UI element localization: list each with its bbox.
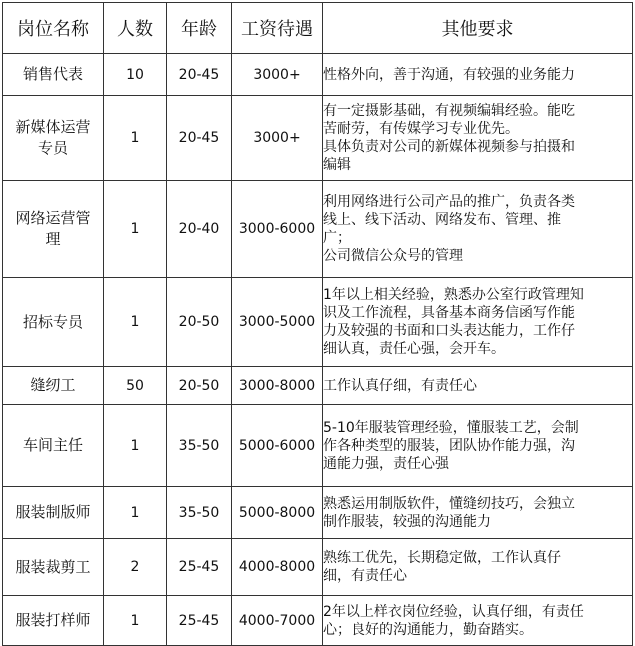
position-line: 服装制版师 [15, 503, 91, 521]
requirements-line: 5-10年服装管理经验，懂服装工艺，会制 [323, 419, 579, 436]
count-cell: 10 [104, 54, 167, 96]
position-line: 车间主任 [22, 436, 83, 454]
count-cell: 1 [104, 405, 167, 487]
requirements-cell [323, 539, 633, 596]
requirements-line: 通能力强，责任心强 [323, 455, 449, 472]
position-line: 新媒体运营 [15, 118, 91, 136]
table-row [3, 54, 633, 96]
position-cell [3, 539, 104, 596]
requirements-cell [323, 96, 633, 181]
age-cell: 25-45 [167, 596, 232, 646]
table-row [3, 278, 633, 367]
salary-cell: 4000-8000 [232, 539, 323, 596]
requirements-line: 编辑 [323, 157, 351, 173]
requirements-line: 1年以上相关经验，熟悉办公室行政管理知 [323, 287, 584, 303]
position-line: 专员 [37, 139, 68, 157]
requirements-cell [323, 487, 633, 539]
requirements-line: 制作服装，较强的沟通能力 [323, 513, 491, 530]
header-salary: 工资待遇 [232, 3, 323, 54]
age-cell: 20-40 [167, 181, 232, 278]
age-cell: 25-45 [167, 539, 232, 596]
requirements-line: 细认真，责任心强，会开车。 [323, 341, 505, 357]
position-cell [3, 487, 104, 539]
requirements-line: 熟悉运用制版软件，懂缝纫技巧，会独立 [323, 495, 575, 512]
header-count: 人数 [104, 3, 167, 54]
age-cell: 20-45 [167, 54, 232, 96]
salary-cell: 5000-8000 [232, 487, 323, 539]
header-age: 年龄 [167, 3, 232, 54]
table-row [3, 181, 633, 278]
requirements-line: 心；良好的沟通能力，勤奋踏实。 [323, 621, 533, 638]
requirements-cell [323, 367, 633, 405]
position-line: 销售代表 [22, 65, 83, 83]
requirements-line: 广； [323, 230, 351, 246]
requirements-line: 有一定摄影基础，有视频编辑经验。能吃 [323, 103, 575, 119]
requirements-cell [323, 181, 633, 278]
position-line: 招标专员 [22, 312, 83, 331]
position-cell [3, 181, 104, 278]
position-line: 缝纫工 [30, 376, 76, 394]
salary-cell: 3000+ [232, 54, 323, 96]
count-cell: 1 [104, 487, 167, 539]
age-cell: 35-50 [167, 405, 232, 487]
requirements-line: 力及较强的书面和口头表达能力，工作仔 [323, 323, 575, 339]
salary-cell: 4000-7000 [232, 596, 323, 646]
requirements-line: 工作认真仔细，有责任心 [323, 377, 477, 394]
salary-cell: 3000-5000 [232, 278, 323, 367]
requirements-cell [323, 54, 633, 96]
header-position: 岗位名称 [3, 3, 104, 54]
table-row [3, 539, 633, 596]
position-line: 服装裁剪工 [15, 557, 91, 576]
count-cell: 1 [104, 181, 167, 278]
requirements-cell [323, 405, 633, 487]
salary-cell: 5000-6000 [232, 405, 323, 487]
salary-cell: 3000+ [232, 96, 323, 181]
position-line: 理 [45, 230, 61, 248]
header-row [3, 3, 633, 54]
position-cell [3, 596, 104, 646]
requirements-line: 性格外向，善于沟通，有较强的业务能力 [323, 66, 575, 83]
count-cell: 1 [104, 596, 167, 646]
requirements-line: 具体负责对公司的新媒体视频参与拍摄和 [323, 139, 575, 155]
table-row [3, 596, 633, 646]
position-line: 服装打样师 [15, 611, 91, 629]
requirements-line: 线上、线下活动、网络发布、管理、推 [323, 212, 561, 228]
requirements-line: 苦耐劳，有传媒学习专业优先。 [323, 121, 519, 137]
position-line: 网络运营管 [15, 209, 91, 227]
requirements-line: 熟练工优先，长期稳定做，工作认真仔 [323, 550, 561, 566]
header-requirements: 其他要求 [323, 3, 633, 54]
age-cell: 20-50 [167, 278, 232, 367]
salary-cell: 3000-6000 [232, 181, 323, 278]
age-cell: 20-45 [167, 96, 232, 181]
requirements-cell [323, 278, 633, 367]
position-cell [3, 54, 104, 96]
table-row [3, 96, 633, 181]
table-row [3, 487, 633, 539]
position-cell [3, 278, 104, 367]
requirements-line: 识及工作流程，具备基本商务信函写作能 [323, 305, 575, 321]
position-cell [3, 96, 104, 181]
age-cell: 20-50 [167, 367, 232, 405]
requirements-line: 作各种类型的服装，团队协作能力强，沟 [323, 437, 575, 454]
salary-cell: 3000-8000 [232, 367, 323, 405]
count-cell: 1 [104, 278, 167, 367]
recruitment-table [2, 2, 633, 646]
requirements-line: 细，有责任心 [323, 568, 407, 584]
position-cell [3, 367, 104, 405]
count-cell: 2 [104, 539, 167, 596]
table-row [3, 405, 633, 487]
position-cell [3, 405, 104, 487]
table-row [3, 367, 633, 405]
count-cell: 1 [104, 96, 167, 181]
requirements-line: 利用网络进行公司产品的推广，负责各类 [323, 194, 575, 210]
requirements-cell [323, 596, 633, 646]
requirements-line: 公司微信公众号的管理 [323, 248, 463, 264]
requirements-line: 2年以上样衣岗位经验，认真仔细，有责任 [323, 603, 584, 620]
count-cell: 50 [104, 367, 167, 405]
age-cell: 35-50 [167, 487, 232, 539]
